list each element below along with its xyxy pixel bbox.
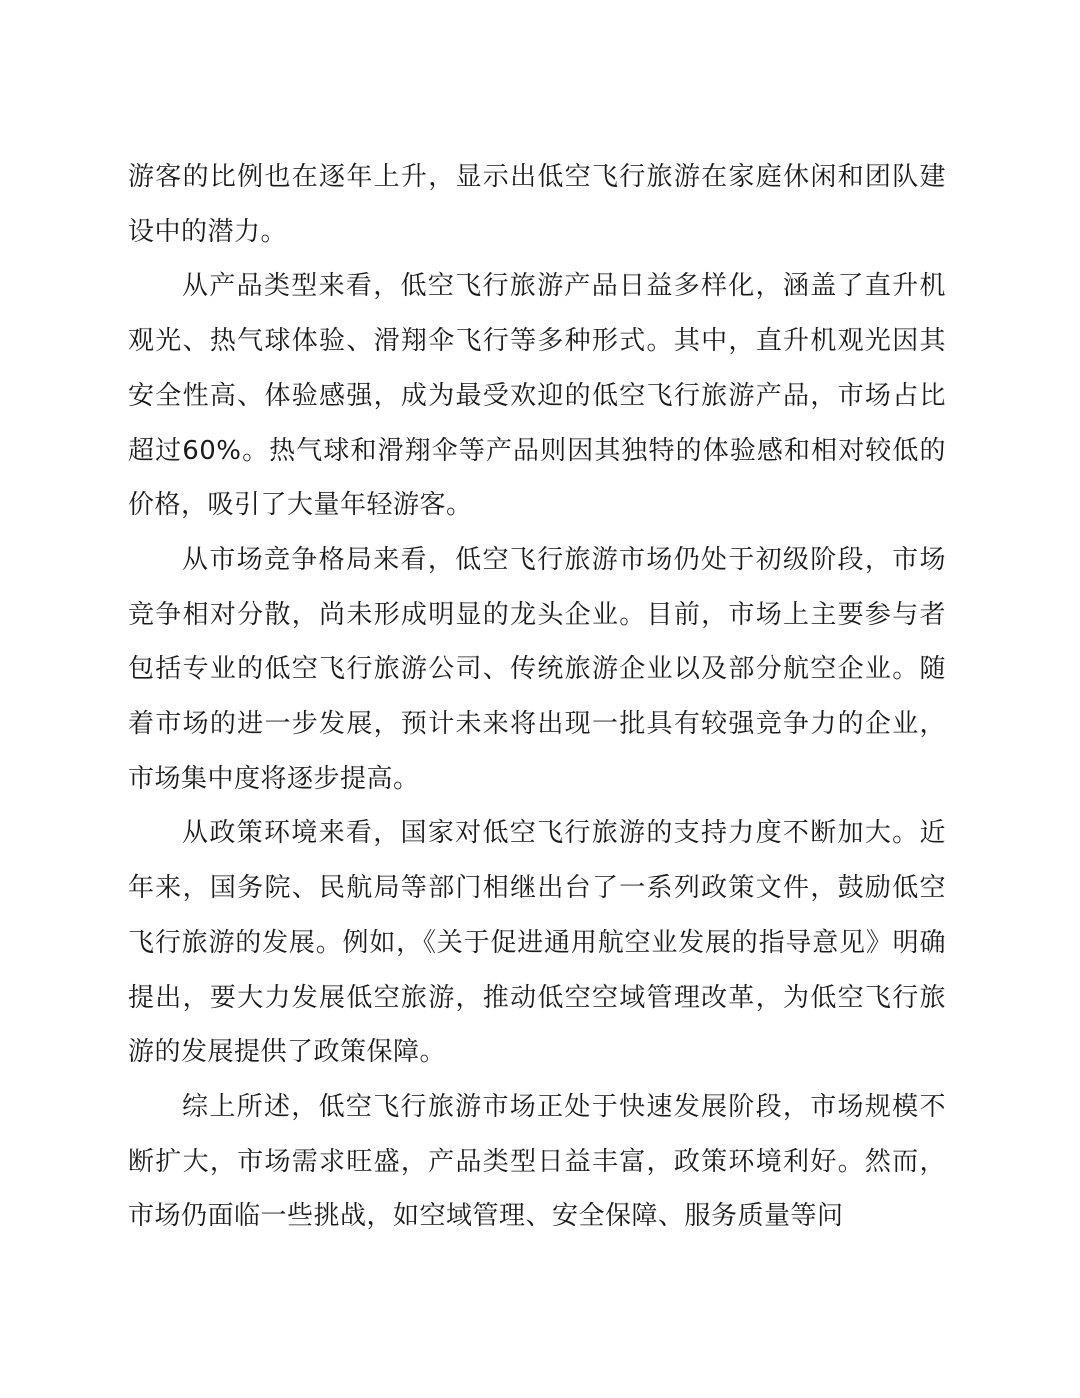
document-page: [128, 150, 946, 1244]
paragraph-continuation: 游客的比例也在逐年上升，显示出低空飞行旅游在家庭休闲和团队建设中的潜力。: [128, 162, 946, 247]
paragraph-summary: 综上所述，低空飞行旅游市场正处于快速发展阶段，市场规模不断扩大，市场需求旺盛，产品类型日益丰富，政策环境利好。然而，市场仍面临一些挑战，如空域管理、安全保障、服务质量等问: [128, 1091, 946, 1232]
paragraph-policy-environment: 从政策环境来看，国家对低空飞行旅游的支持力度不断加大。近年来，国务院、民航局等部门相继出台了一系列政策文件，鼓励低空飞行旅游的发展。例如，《关于促进通用航空业发展的指导意见》明确提出，要大力发展低空旅游，推动低空空域管理改革，为低空飞行旅游的发展提供了政策保障。: [128, 818, 946, 1068]
paragraph-market-competition: 从市场竞争格局来看，低空飞行旅游市场仍处于初级阶段，市场竞争相对分散，尚未形成明显的龙头企业。目前，市场上主要参与者包括专业的低空飞行旅游公司、传统旅游企业以及部分航空企业。随着市场的进一步发展，预计未来将出现一批具有较强竞争力的企业，市场集中度将逐步提高。: [128, 544, 946, 794]
paragraph-product-types: 从产品类型来看，低空飞行旅游产品日益多样化，涵盖了直升机观光、热气球体验、滑翔伞飞行等多种形式。其中，直升机观光因其安全性高、体验感强，成为最受欢迎的低空飞行旅游产品，市场占比超过60%。热气球和滑翔伞等产品则因其独特的体验感和相对较低的价格，吸引了大量年轻游客。: [128, 271, 946, 521]
